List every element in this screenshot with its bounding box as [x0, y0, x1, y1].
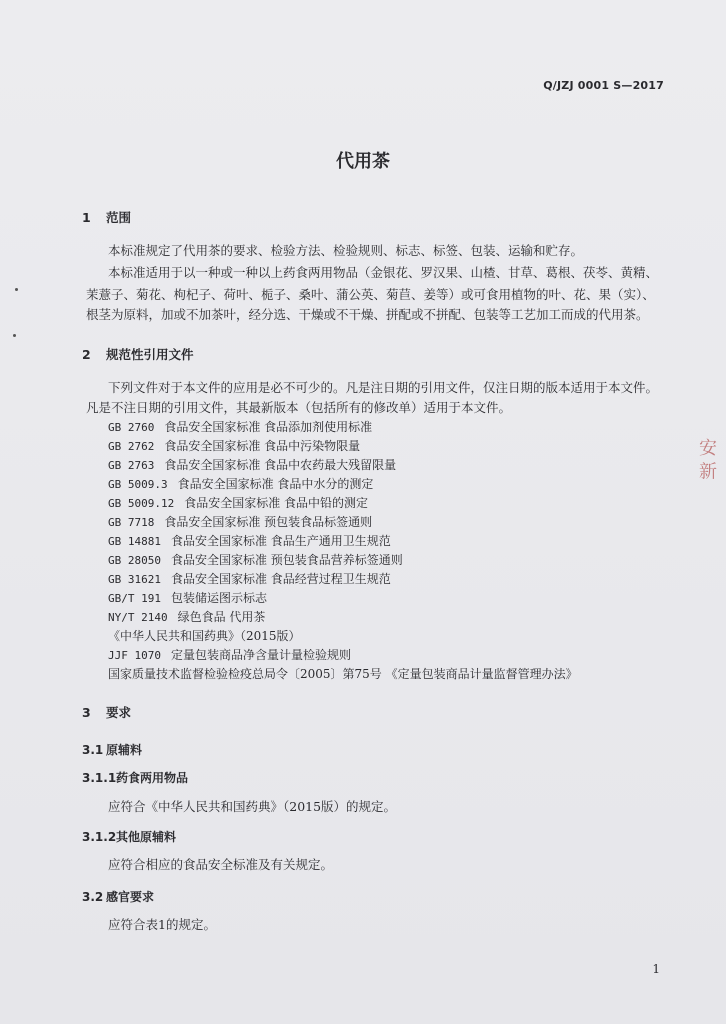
subsection-3-1-1-heading — [82, 769, 188, 786]
section-3-heading — [82, 703, 131, 721]
standard-code: Q/JZJ 0001 S—2017 — [543, 79, 664, 92]
reference-code: JJF 1070 — [108, 649, 161, 662]
section-number: 3.2 — [82, 890, 104, 904]
reference-item — [108, 494, 368, 511]
section-title: 要求 — [106, 705, 132, 720]
reference-title: 食品安全国家标准 食品中水分的测定 — [177, 477, 374, 491]
section-2-heading — [82, 345, 194, 363]
reference-title: 食品安全国家标准 预包装食品标签通则 — [164, 515, 373, 529]
red-seal-stamp: 安 新 — [696, 438, 717, 480]
reference-code: GB 2762 — [108, 440, 155, 453]
reference-code: GB 7718 — [108, 516, 155, 529]
reference-item — [108, 437, 360, 454]
reference-title: 食品安全国家标准 食品中铅的测定 — [184, 496, 369, 510]
reference-code: GB 28050 — [108, 554, 161, 567]
reference-item — [108, 608, 265, 625]
section-number: 2 — [82, 347, 91, 362]
reference-title: 绿色食品 代用茶 — [177, 610, 266, 624]
reference-item — [108, 646, 351, 663]
section-number: 3 — [82, 705, 91, 720]
reference-item — [108, 532, 391, 549]
paragraph: 本标准规定了代用茶的要求、检验方法、检验规则、标志、标签、包装、运输和贮存。 — [108, 243, 584, 258]
reference-title: 食品安全国家标准 食品经营过程卫生规范 — [170, 572, 391, 586]
reference-title: 食品安全国家标准 预包装食品营养标签通则 — [170, 553, 403, 567]
reference-title: 包装储运图示标志 — [170, 591, 267, 605]
reference-title: 食品安全国家标准 食品中污染物限量 — [164, 439, 361, 453]
reference-code: GB 5009.3 — [108, 478, 168, 491]
reference-title: 食品安全国家标准 食品添加剂使用标准 — [164, 420, 373, 434]
reference-item — [108, 418, 372, 435]
reference-title: 《中华人民共和国药典》（2015版） — [108, 629, 301, 643]
subsection-3-1-heading — [82, 741, 142, 758]
paragraph: 本标准适用于以一种或一种以上药食两用物品（金银花、罗汉果、山楂、甘草、葛根、茯苓、黄精、 — [108, 265, 659, 280]
paragraph: 下列文件对于本文件的应用是必不可少的。凡是注日期的引用文件，仅注日期的版本适用于本文件。 — [108, 380, 659, 395]
reference-title: 国家质量技术监督检验检疫总局令〔2005〕第75号 《定量包装商品计量监督管理办法》 — [108, 667, 578, 681]
section-number: 3.1.1 — [82, 771, 117, 785]
reference-code: GB/T 191 — [108, 592, 161, 605]
paragraph: 应符合相应的食品安全标准及有关规定。 — [108, 857, 334, 872]
section-title: 药食两用物品 — [116, 771, 189, 785]
section-number: 3.1 — [82, 743, 104, 757]
paragraph-line: 茉薏子、菊花、枸杞子、荷叶、栀子、桑叶、蒲公英、菊苣、姜等）或可食用植物的叶、花、果（实）、 — [86, 287, 655, 302]
reference-title: 食品安全国家标准 食品中农药最大残留限量 — [164, 458, 397, 472]
section-title: 其他原辅料 — [116, 830, 177, 844]
paragraph: 应符合《中华人民共和国药典》（2015版）的规定。 — [108, 799, 397, 814]
section-title: 感官要求 — [106, 890, 155, 904]
reference-code: NY/T 2140 — [108, 611, 168, 624]
reference-code: GB 31621 — [108, 573, 161, 586]
section-title: 范围 — [106, 210, 132, 225]
section-1-heading — [82, 208, 131, 226]
scan-speck — [15, 288, 18, 291]
reference-item — [108, 475, 373, 492]
reference-item — [108, 627, 301, 644]
section-title: 规范性引用文件 — [106, 347, 194, 362]
paragraph: 应符合表1的规定。 — [108, 917, 216, 932]
reference-title: 定量包装商品净含量计量检验规则 — [170, 648, 351, 662]
section-number: 3.1.2 — [82, 830, 117, 844]
scan-speck — [13, 334, 16, 337]
reference-code: GB 2760 — [108, 421, 155, 434]
reference-code: GB 5009.12 — [108, 497, 175, 510]
reference-item — [108, 589, 267, 606]
paragraph-line: 根茎为原料，加或不加茶叶，经分选、干燥或不干燥、拼配或不拼配、包装等工艺加工而成的代用茶。 — [86, 307, 649, 322]
section-number: 1 — [82, 210, 91, 225]
page-number: 1 — [652, 962, 660, 976]
reference-code: GB 2763 — [108, 459, 155, 472]
reference-title: 食品安全国家标准 食品生产通用卫生规范 — [170, 534, 391, 548]
document-title: 代用茶 — [336, 151, 390, 172]
reference-code: GB 14881 — [108, 535, 161, 548]
section-title: 原辅料 — [106, 743, 143, 757]
reference-item — [108, 665, 578, 682]
reference-item — [108, 456, 396, 473]
paragraph-line: 凡是不注日期的引用文件，其最新版本（包括所有的修改单）适用于本文件。 — [86, 400, 512, 415]
reference-item — [108, 513, 372, 530]
subsection-3-1-2-heading — [82, 828, 176, 845]
reference-item — [108, 570, 391, 587]
reference-item — [108, 551, 403, 568]
subsection-3-2-heading — [82, 888, 154, 905]
